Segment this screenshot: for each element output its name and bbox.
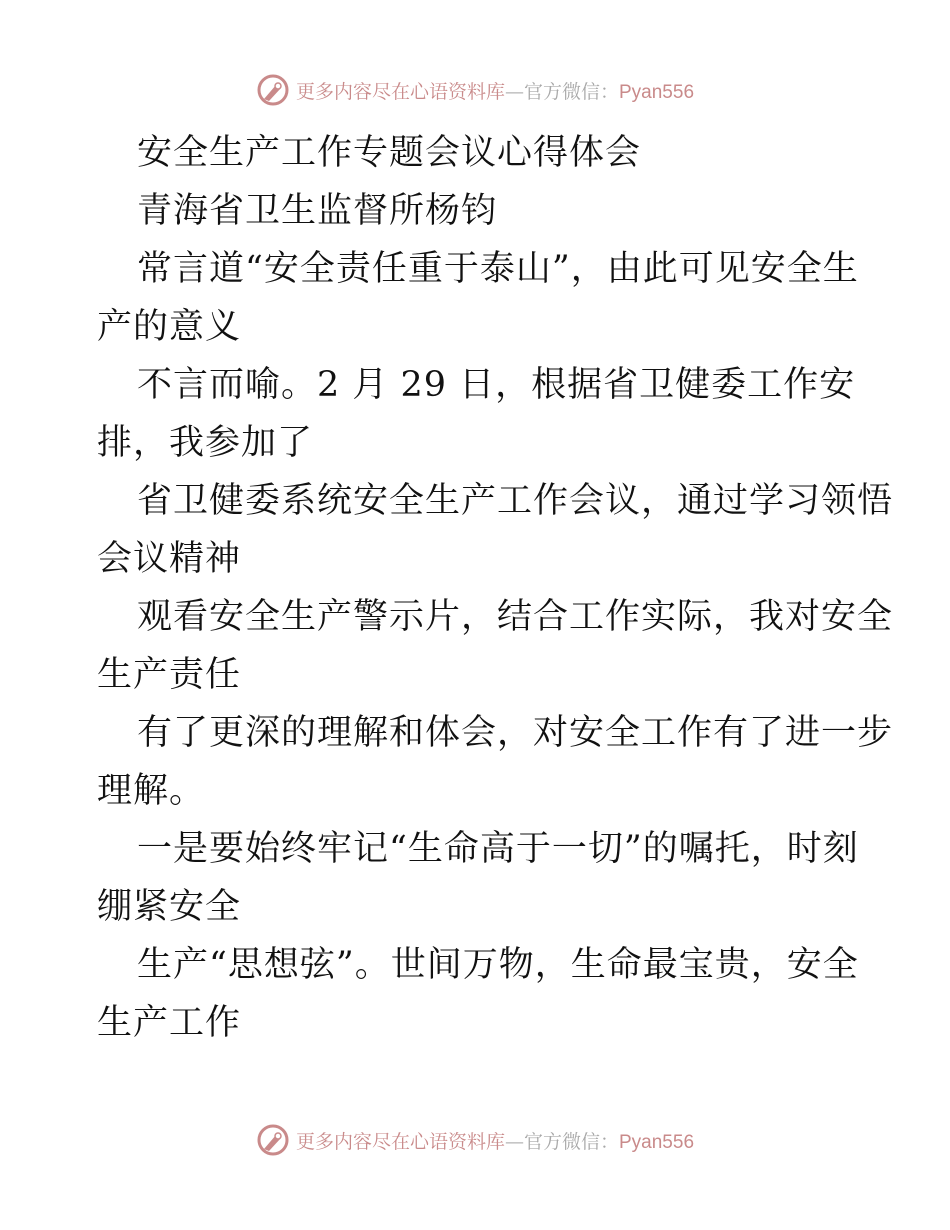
watermark-text — [296, 77, 694, 104]
paragraph-line: 生产“思想弦”。世间万物，生命最宝贵，安全 — [137, 945, 859, 985]
watermark-dash: — — [504, 1130, 524, 1153]
paragraph-line: 不言而喻。2 月 29 日，根据省卫健委工作安 — [137, 365, 856, 405]
watermark-id: Pyan556 — [619, 81, 695, 103]
document-author: 青海省卫生监督所杨钧 — [137, 191, 498, 231]
paragraph-line: 省卫健委系统安全生产工作会议，通过学习领悟 — [137, 481, 894, 521]
header-watermark — [0, 72, 950, 108]
watermark-label: 官方微信： — [523, 1130, 619, 1153]
paragraph-line: 观看安全生产警示片，结合工作实际，我对安全 — [137, 597, 894, 637]
paragraph-line: 会议精神 — [97, 539, 242, 579]
watermark-brand: 更多内容尽在心语资料库 — [295, 1130, 505, 1153]
paragraph-line: 产的意义 — [97, 307, 242, 347]
paragraph-line: 有了更深的理解和体会，对安全工作有了进一步 — [137, 713, 894, 753]
document-body — [97, 124, 894, 1052]
paragraph-line: 一是要始终牢记“生命高于一切”的嘱托，时刻 — [137, 829, 859, 869]
paragraph-line: 理解。 — [97, 771, 206, 811]
paragraph-line: 绷紧安全 — [97, 887, 242, 927]
watermark-brand: 更多内容尽在心语资料库 — [295, 80, 505, 103]
watermark-text — [296, 1127, 694, 1154]
paragraph-line: 排，我参加了 — [97, 423, 314, 463]
watermark-dash: — — [504, 80, 524, 103]
watermark-id: Pyan556 — [619, 1131, 695, 1153]
pen-nib-circle-icon — [256, 1123, 290, 1157]
footer-watermark — [0, 1122, 950, 1158]
pen-nib-circle-icon — [256, 73, 290, 107]
paragraph-line: 常言道“安全责任重于泰山”，由此可见安全生 — [137, 249, 859, 289]
watermark-label: 官方微信： — [523, 80, 619, 103]
document-title: 安全生产工作专题会议心得体会 — [137, 133, 642, 173]
paragraph-line: 生产责任 — [97, 655, 242, 695]
paragraph-line: 生产工作 — [97, 1003, 242, 1043]
